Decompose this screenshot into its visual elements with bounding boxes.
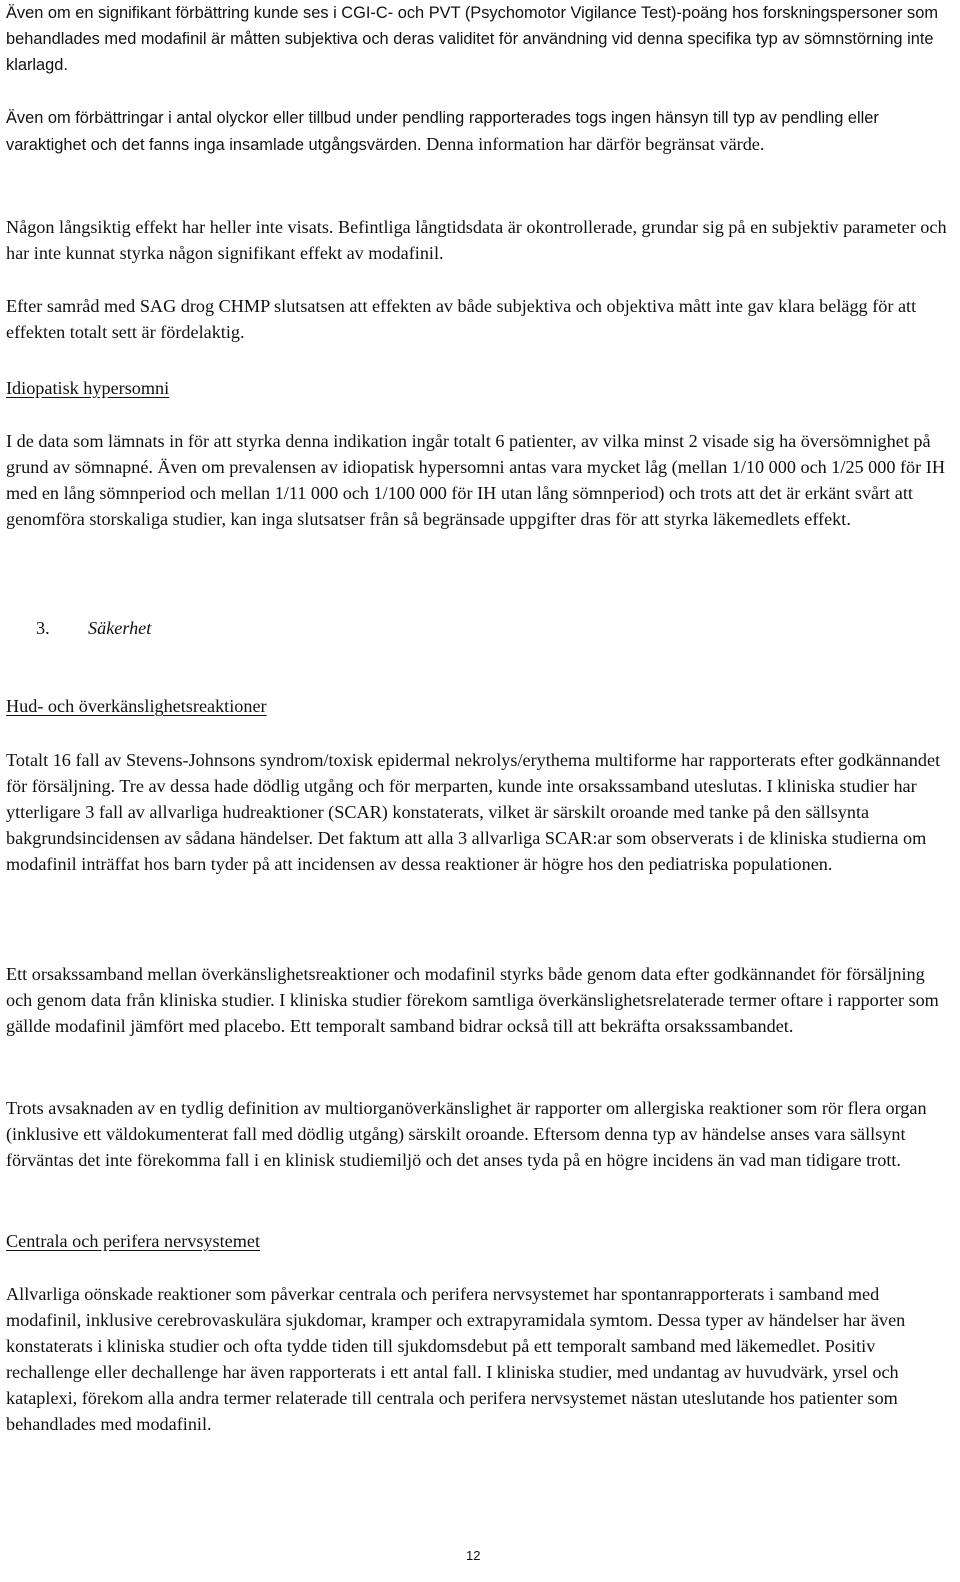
heading-nervous-system: Centrala och perifera nervsystemet: [6, 1231, 261, 1251]
section-heading-safety: [6, 615, 952, 641]
paragraph-causal-relationship: Ett orsakssamband mellan överkänslighetsreaktioner och modafinil styrks både genom data efter godkännandet för försäljning och genom data från kliniska studier. I kliniska studier förekom samtliga överkänslighetsrelaterade termer oftare i rapporter som gällde modafinil jämfört med placebo. Ett temporalt samband bidrar också till att bekräfta orsakssambandet.: [6, 964, 939, 1036]
section-title: Säkerhet: [88, 618, 152, 638]
paragraph-commuting-accidents-sans: Även om förbättringar i antal olyckor eller tillbud under pendling rapporterades togs ingen hänsyn till typ av pendling eller varaktighet och det fanns inga insamlade utgångsvärden.: [6, 109, 879, 154]
heading-skin-hypersensitivity: Hud- och överkänslighetsreaktioner: [6, 696, 267, 716]
paragraph-pvt-validity: Även om en signifikant förbättring kunde ses i CGI-C- och PVT (Psychomotor Vigilance Test)-poäng hos forskningspersoner som behandlades med modafinil är måtten subjektiva och deras validitet för användning vid denna specifika typ av sömnstörning inte klarlagd.: [6, 4, 938, 74]
heading-idiopatisk-hypersomni: Idiopatisk hypersomni: [6, 378, 170, 398]
section-number: 3.: [36, 618, 50, 638]
paragraph-sjs-cases: Totalt 16 fall av Stevens-Johnsons syndrom/toxisk epidermal nekrolys/erythema multiforme har rapporterats efter godkännandet för försäljning. Tre av dessa hade dödlig utgång och för merparten, kunde inte orsakssamband uteslutas. I kliniska studier har ytterligare 3 fall av allvarliga hudreaktioner (SCAR) konstaterats, vilket är särskilt oroande med tanke på den sällsynta bakgrundsincidensen av sådana händelser. Det faktum att alla 3 allvarliga SCAR:ar som observerats i de kliniska studierna om modafinil inträffat hos barn tyder på att incidensen av dessa reaktioner är högre hos den pediatriska populationen.: [6, 750, 941, 874]
paragraph-multiorgan-hypersensitivity: Trots avsaknaden av en tydlig definition av multiorganöverkänslighet är rapporter om allergiska reaktioner som rör flera organ (inklusive ett väldokumenterat fall med dödlig utgång) särskilt oroande. Eftersom denna typ av händelse anses vara sällsynt förväntas det inte förekomma fall i en klinisk studiemiljö och det anses tyda på en högre incidens än vad man tidigare trott.: [6, 1098, 927, 1170]
page-number: 12: [466, 1548, 481, 1563]
paragraph-nervous-system-reactions: Allvarliga oönskade reaktioner som påverkar centrala och perifera nervsystemet har spontanrapporterats i samband med modafinil, inklusive cerebrovaskulära sjukdomar, kramper och extrapyramidala symtom. Dessa typer av händelser har även konstaterats i kliniska studier och ofta tydde tiden till sjukdomsdebut på ett temporalt samband med läkemedlet. Positiv rechallenge eller dechallenge har även rapporterats i ett antal fall. I kliniska studier, med undantag av huvudvärk, yrsel och kataplexi, förekom alla andra termer relaterade till centrala och perifera nervsystemet nästan uteslutande hos patienter som behandlades med modafinil.: [6, 1284, 906, 1434]
paragraph-commuting-accidents-serif: Denna information har därför begränsat värde.: [421, 134, 765, 154]
paragraph-long-term-effect: Någon långsiktig effekt har heller inte visats. Befintliga långtidsdata är okontrollerade, grundar sig på en subjektiv parameter och har inte kunnat styrka någon signifikant effekt av modafinil.: [6, 217, 947, 263]
paragraph-chmp-conclusion: Efter samråd med SAG drog CHMP slutsatsen att effekten av både subjektiva och objektiva mått inte gav klara belägg för att effekten totalt sett är fördelaktig.: [6, 296, 917, 342]
paragraph-commuting-accidents: [6, 105, 952, 158]
paragraph-idiopathic-data: I de data som lämnats in för att styrka denna indikation ingår totalt 6 patienter, av vilka minst 2 visade sig ha översömnighet på grund av sömnapné. Även om prevalensen av idiopatisk hypersomni antas vara mycket låg (mellan 1/10 000 och 1/25 000 för IH med en lång sömnperiod och mellan 1/11 000 och 1/100 000 för IH utan lång sömnperiod) och trots att det är erkänt svårt att genomföra storskaliga studier, kan inga slutsatser från så begränsade uppgifter dras för att styrka läkemedlets effekt.: [6, 431, 945, 529]
